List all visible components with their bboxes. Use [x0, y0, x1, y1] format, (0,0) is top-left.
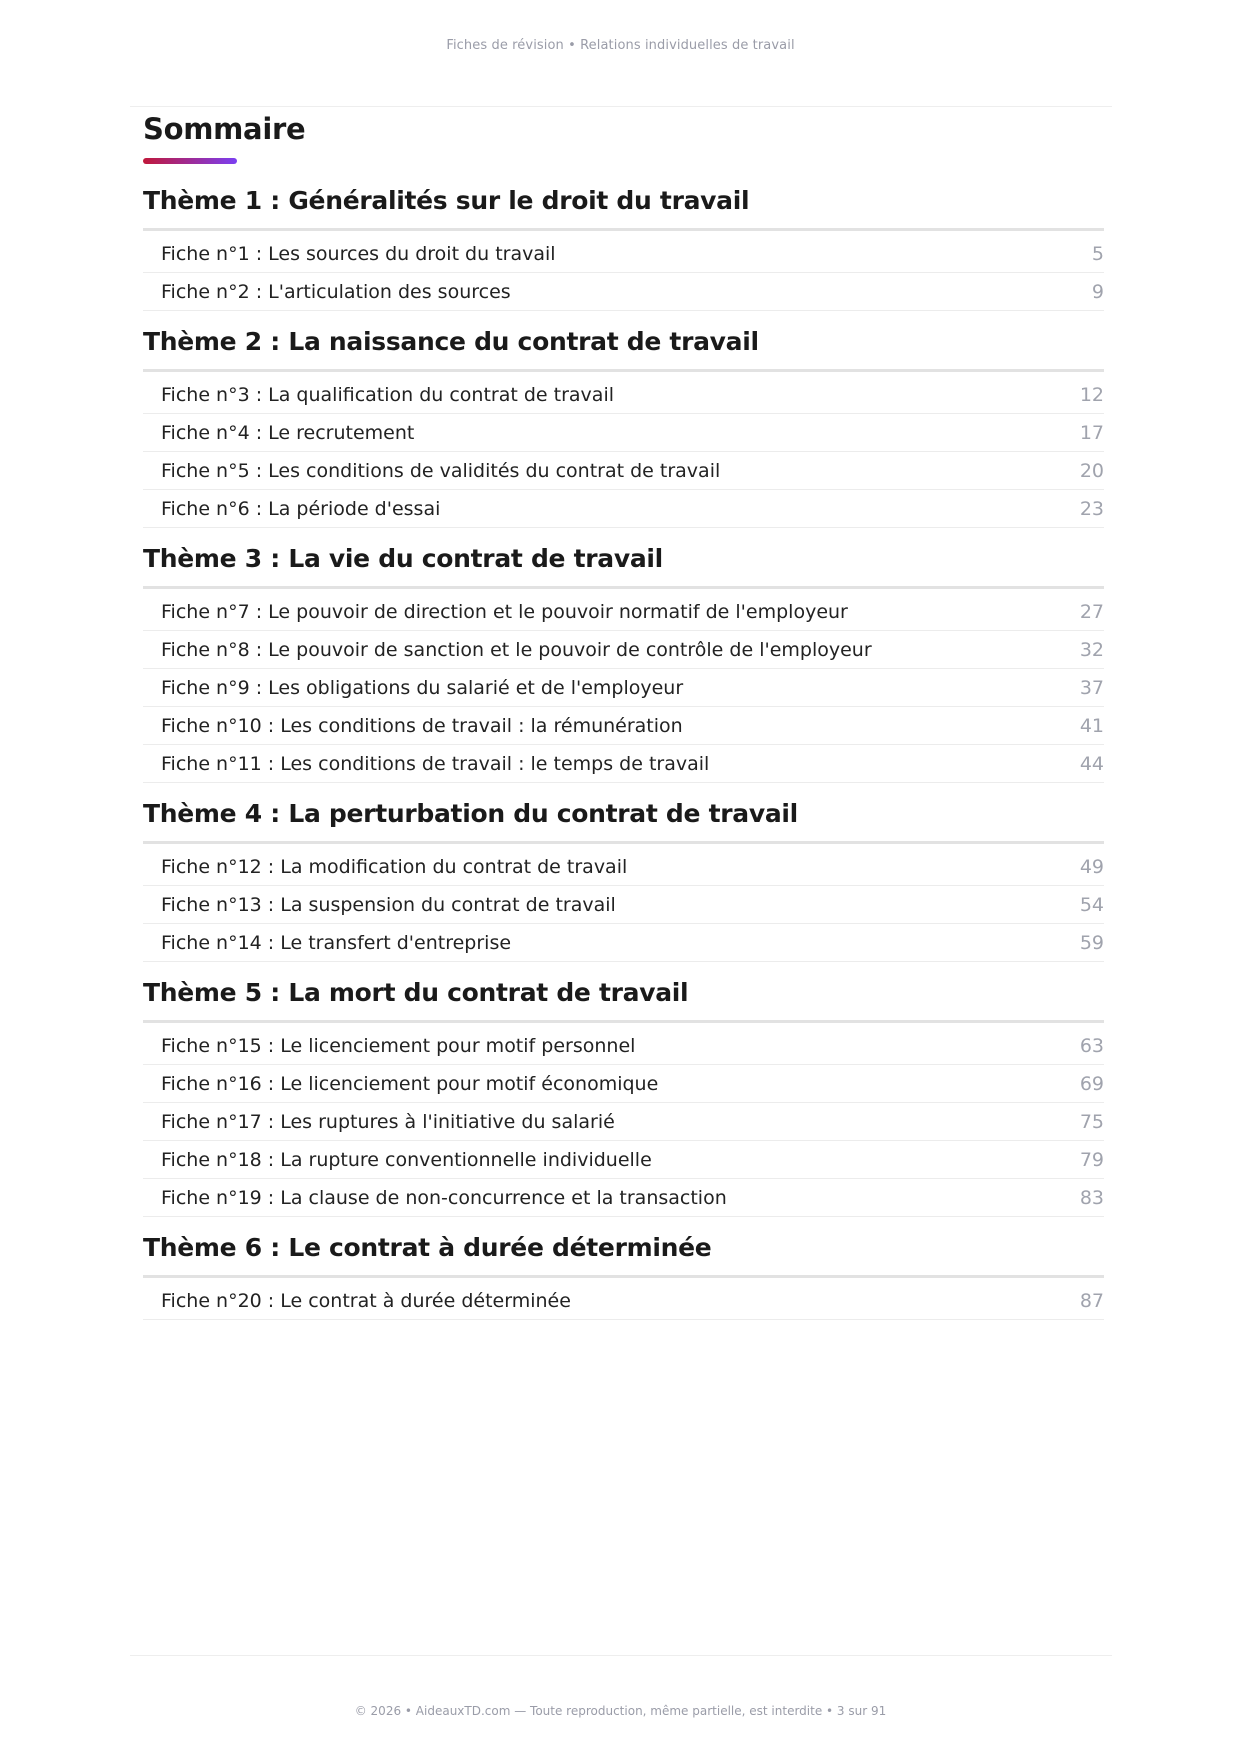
toc-entry[interactable]: [143, 593, 1104, 631]
toc-entry[interactable]: [143, 414, 1104, 452]
toc-entry[interactable]: [143, 235, 1104, 273]
toc-entry[interactable]: [143, 631, 1104, 669]
entry-list: [143, 376, 1104, 528]
toc-entry-label: Fiche n°14 : Le transfert d'entreprise: [161, 931, 512, 954]
toc-entry-page-number: 41: [1079, 714, 1104, 737]
toc-entry-label: Fiche n°17 : Les ruptures à l'initiative du salarié: [161, 1110, 615, 1133]
toc-entry-label: Fiche n°18 : La rupture conventionnelle individuelle: [161, 1148, 652, 1171]
theme-heading: Thème 5 : La mort du contrat de travail: [143, 975, 1104, 1023]
toc-entry-label: Fiche n°11 : Les conditions de travail : le temps de travail: [161, 752, 710, 775]
toc-entry[interactable]: [143, 1179, 1104, 1217]
page-footer: © 2026 • AideauxTD.com — Toute reproduction, même partielle, est interdite • 3 sur 91: [354, 1704, 887, 1718]
toc-entry[interactable]: [143, 1141, 1104, 1179]
toc-entry[interactable]: [143, 848, 1104, 886]
toc-entry-page-number: 23: [1079, 497, 1104, 520]
toc-entry-page-number: 83: [1079, 1186, 1104, 1209]
theme-heading: Thème 3 : La vie du contrat de travail: [143, 541, 1104, 589]
toc-entry-page-number: 5: [1091, 242, 1104, 265]
toc-entry-page-number: 44: [1079, 752, 1104, 775]
entry-list: [143, 593, 1104, 783]
toc-entry-page-number: 32: [1079, 638, 1104, 661]
toc-entry-page-number: 12: [1079, 383, 1104, 406]
toc-entry-page-number: 63: [1079, 1034, 1104, 1057]
theme-section: [143, 324, 1104, 528]
toc-entry[interactable]: [143, 1065, 1104, 1103]
toc-entry-label: Fiche n°2 : L'articulation des sources: [161, 280, 511, 303]
theme-section: [143, 1230, 1104, 1320]
toc-entry-page-number: 59: [1079, 931, 1104, 954]
toc-entry-label: Fiche n°5 : Les conditions de validités du contrat de travail: [161, 459, 721, 482]
toc-entry-label: Fiche n°16 : Le licenciement pour motif économique: [161, 1072, 659, 1095]
entry-list: [143, 1027, 1104, 1217]
toc-entry-page-number: 69: [1079, 1072, 1104, 1095]
toc-entry-label: Fiche n°10 : Les conditions de travail : la rémunération: [161, 714, 683, 737]
footer-divider: [130, 1655, 1112, 1656]
toc-entry[interactable]: [143, 1027, 1104, 1065]
page-header: Fiches de révision • Relations individuelles de travail: [446, 38, 795, 53]
toc-entry-label: Fiche n°3 : La qualification du contrat de travail: [161, 383, 615, 406]
entry-list: [143, 848, 1104, 962]
toc-entry-label: Fiche n°4 : Le recrutement: [161, 421, 415, 444]
theme-heading: Thème 6 : Le contrat à durée déterminée: [143, 1230, 1104, 1278]
theme-heading: Thème 2 : La naissance du contrat de travail: [143, 324, 1104, 372]
toc-entry-page-number: 79: [1079, 1148, 1104, 1171]
toc-entry[interactable]: [143, 452, 1104, 490]
theme-section: [143, 975, 1104, 1217]
toc-entry[interactable]: [143, 669, 1104, 707]
toc-entry-label: Fiche n°6 : La période d'essai: [161, 497, 441, 520]
toc-entry[interactable]: [143, 273, 1104, 311]
theme-section: [143, 541, 1104, 783]
toc-entry-label: Fiche n°1 : Les sources du droit du travail: [161, 242, 556, 265]
toc-entry-label: Fiche n°12 : La modification du contrat de travail: [161, 855, 628, 878]
toc-entry-label: Fiche n°20 : Le contrat à durée déterminée: [161, 1289, 571, 1312]
toc-entry-label: Fiche n°19 : La clause de non-concurrence et la transaction: [161, 1186, 727, 1209]
entry-list: [143, 235, 1104, 311]
toc-entry[interactable]: [143, 924, 1104, 962]
toc-entry-label: Fiche n°9 : Les obligations du salarié et de l'employeur: [161, 676, 684, 699]
toc-entry-page-number: 49: [1079, 855, 1104, 878]
toc-entry-page-number: 20: [1079, 459, 1104, 482]
toc-entry-label: Fiche n°8 : Le pouvoir de sanction et le pouvoir de contrôle de l'employeur: [161, 638, 872, 661]
theme-sections: [143, 183, 1104, 1320]
toc-entry-page-number: 37: [1079, 676, 1104, 699]
toc-entry-label: Fiche n°13 : La suspension du contrat de travail: [161, 893, 616, 916]
toc-entry-page-number: 75: [1079, 1110, 1104, 1133]
toc-entry[interactable]: [143, 886, 1104, 924]
entry-list: [143, 1282, 1104, 1320]
toc-entry-page-number: 27: [1079, 600, 1104, 623]
theme-heading: Thème 1 : Généralités sur le droit du travail: [143, 183, 1104, 231]
table-of-contents: [143, 108, 1104, 1320]
toc-entry[interactable]: [143, 1103, 1104, 1141]
page-title: Sommaire: [143, 112, 306, 146]
header-divider: [130, 106, 1112, 107]
toc-entry[interactable]: [143, 490, 1104, 528]
theme-section: [143, 183, 1104, 311]
toc-entry[interactable]: [143, 1282, 1104, 1320]
toc-entry-page-number: 9: [1091, 280, 1104, 303]
toc-entry-page-number: 54: [1079, 893, 1104, 916]
toc-entry-label: Fiche n°7 : Le pouvoir de direction et le pouvoir normatif de l'employeur: [161, 600, 848, 623]
toc-entry-label: Fiche n°15 : Le licenciement pour motif personnel: [161, 1034, 636, 1057]
toc-entry-page-number: 17: [1079, 421, 1104, 444]
toc-entry[interactable]: [143, 707, 1104, 745]
theme-heading: Thème 4 : La perturbation du contrat de travail: [143, 796, 1104, 844]
toc-entry[interactable]: [143, 745, 1104, 783]
theme-section: [143, 796, 1104, 962]
toc-entry-page-number: 87: [1079, 1289, 1104, 1312]
toc-entry[interactable]: [143, 376, 1104, 414]
title-accent-bar: [143, 158, 237, 164]
